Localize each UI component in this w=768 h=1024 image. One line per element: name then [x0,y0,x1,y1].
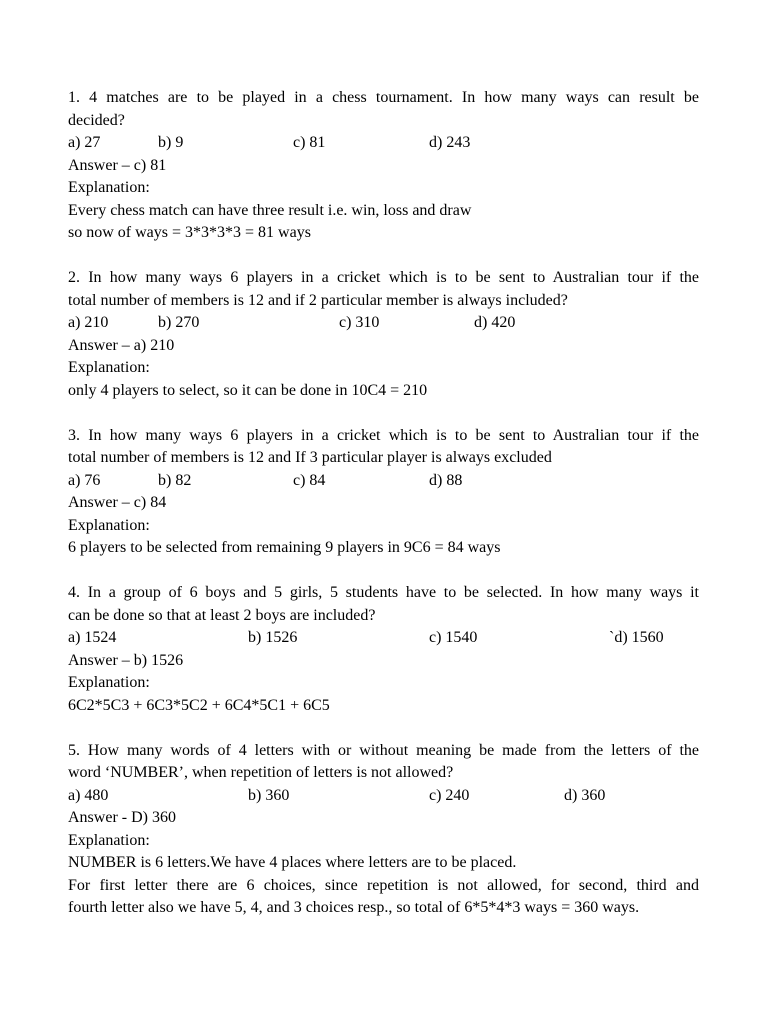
question-stem-line-2: decided? [68,111,125,129]
option-a: a) 480 [68,786,109,804]
option-a: a) 210 [68,314,109,331]
option-c: c) 84 [293,471,326,489]
option-a: a) 27 [68,134,101,151]
options-row [68,312,699,335]
option-b: b) 360 [248,786,290,804]
question-stem-line-2: total number of members is 12 and if 2 particular member is always included? [68,291,568,309]
option-a: a) 76 [68,471,101,489]
explanation-line: so now of ways = 3*3*3*3 = 81 ways [68,224,311,241]
option-b: b) 82 [158,471,192,489]
explanation-label: Explanation: [68,359,150,376]
options-row [68,132,699,155]
question-stem-line-1: 3. In how many ways 6 players in a cricket which is to be sent to Australian tour if the [68,426,699,444]
question-stem-line-1: 1. 4 matches are to be played in a chess tournament. In how many ways can result be [68,89,699,106]
explanation-line: 6C2*5C3 + 6C3*5C2 + 6C4*5C1 + 6C5 [68,696,330,714]
question-stem-line-1: 4. In a group of 6 boys and 5 girls, 5 students have to be selected. In how many ways it [68,584,699,601]
question-4 [68,582,699,717]
explanation-line: For first letter there are 6 choices, since repetition is not allowed, for second, third and [68,876,699,894]
option-b: b) 9 [158,134,184,151]
options-row [68,470,699,493]
explanation-line: NUMBER is 6 letters.We have 4 places where letters are to be placed. [68,854,517,871]
answer-line: Answer – c) 84 [68,494,167,511]
option-c: c) 81 [293,134,326,151]
option-c: c) 1540 [429,629,478,646]
answer-line: Answer – b) 1526 [68,651,184,669]
explanation-line: 6 players to be selected from remaining 9 players in 9C6 = 84 ways [68,539,501,556]
question-1 [68,87,699,245]
option-d: d) 243 [429,134,471,151]
question-stem-line-2: word ‘NUMBER’, when repetition of letters is not allowed? [68,764,454,781]
option-c: c) 240 [429,786,470,804]
explanation-line: Every chess match can have three result i.e. win, loss and draw [68,201,472,219]
option-b: b) 270 [158,314,200,331]
answer-line: Answer – c) 81 [68,156,167,174]
option-c: c) 310 [339,314,380,331]
explanation-label: Explanation: [68,179,150,196]
document-body [68,87,699,942]
question-stem-line-2: total number of members is 12 and If 3 particular player is always excluded [68,449,552,466]
question-2 [68,267,699,402]
option-d: d) 420 [474,314,516,331]
explanation-label: Explanation: [68,516,150,534]
question-stem-line-2: can be done so that at least 2 boys are included? [68,606,376,624]
question-3 [68,425,699,560]
explanation-line: only 4 players to select, so it can be done in 10C4 = 210 [68,381,428,399]
explanation-label: Explanation: [68,831,150,849]
answer-line: Answer - D) 360 [68,809,176,826]
explanation-line: fourth letter also we have 5, 4, and 3 choices resp., so total of 6*5*4*3 ways = 360 ways. [68,899,640,916]
question-stem-line-1: 5. How many words of 4 letters with or without meaning be made from the letters of the [68,741,699,759]
options-row [68,785,699,808]
option-d: `d) 1560 [609,629,664,646]
options-row [68,627,699,650]
option-a: a) 1524 [68,629,117,646]
option-b: b) 1526 [248,629,298,646]
option-d: d) 360 [564,786,606,804]
question-stem-line-1: 2. In how many ways 6 players in a cricket which is to be sent to Australian tour if the [68,269,699,286]
option-d: d) 88 [429,471,463,489]
explanation-label: Explanation: [68,674,150,691]
answer-line: Answer – a) 210 [68,336,175,354]
question-5 [68,740,699,920]
